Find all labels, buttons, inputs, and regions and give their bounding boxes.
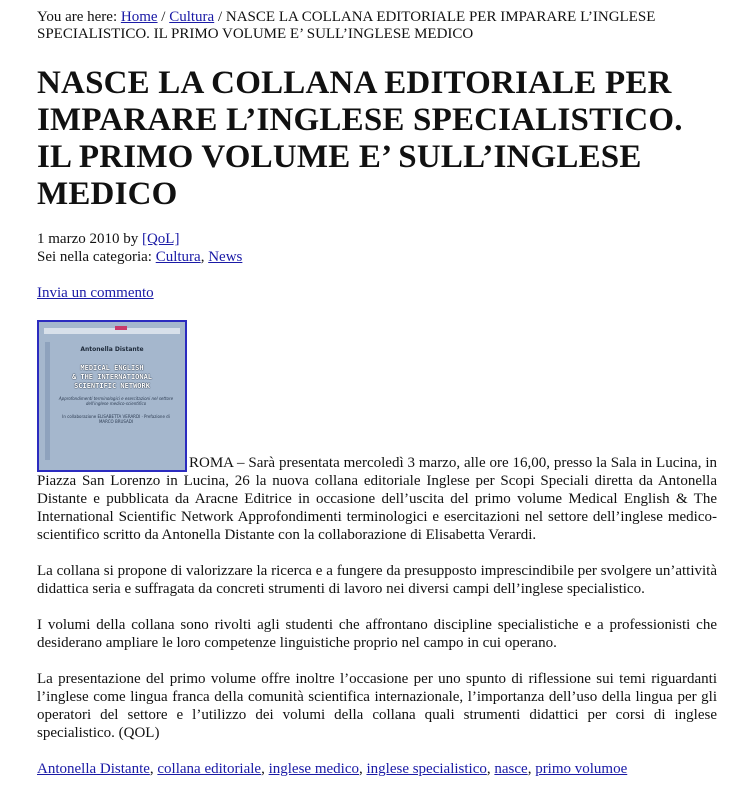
breadcrumb-separator: / (157, 9, 170, 25)
author-link[interactable]: [QoL] (141, 231, 180, 247)
category-link-cultura[interactable]: Cultura (155, 249, 201, 265)
breadcrumb-separator: / (214, 9, 226, 25)
tag-link[interactable]: Antonella Distante (37, 761, 150, 777)
tag-link[interactable]: primo volumoe (535, 761, 628, 777)
send-comment-link[interactable]: Invia un commento (37, 285, 154, 301)
category-prefix: Sei nella categoria: (37, 249, 156, 265)
tag-link[interactable]: nasce (494, 761, 528, 777)
article-paragraph: ROMA – Sarà presentata mercoledì 3 marzo, alle ore 16,00, presso la Sala in Lucina, in Piazza San Lorenzo in Lucina, 26 la nuova collana editoriale Inglese per Scopi Speciali diretta da Antonella Distante e pubblicata da Aracne Editrice in occasione dell’uscita del primo volume Medical English & The International Scientific Network Approfondimenti terminologici e esercitazioni nel settore dell’inglese medico-scientifico scritto da Antonella Distante con la collaborazione di Elisabetta Verardi. (37, 455, 717, 543)
tag-separator: , (527, 761, 536, 777)
post-by: by (119, 231, 142, 247)
cover-subtitle: Approfondimenti terminologici e esercitazioni nel settore dell'inglese medico-scientifico (58, 396, 174, 406)
article-container (37, 9, 717, 778)
cover-title-line: & THE INTERNATIONAL (71, 373, 153, 381)
post-meta (37, 230, 717, 266)
category-line (37, 248, 717, 266)
category-separator: , (200, 249, 209, 265)
cover-publisher-mark (115, 326, 127, 330)
comment-section (37, 284, 717, 302)
tag-separator: , (486, 761, 495, 777)
cover-title-line: SCIENTIFIC NETWORK (74, 382, 150, 390)
tag-link[interactable]: inglese specialistico (366, 761, 487, 777)
breadcrumb-prefix: You are here: (37, 9, 121, 25)
breadcrumb-current: NASCE LA COLLANA EDITORIALE PER IMPARARE L’INGLESE SPECIALISTICO. IL PRIMO VOLUME E’ SULL’INGLESE MEDICO (37, 9, 656, 42)
tag-link[interactable]: inglese medico (268, 761, 359, 777)
page-title: NASCE LA COLLANA EDITORIALE PER IMPARARE L’INGLESE SPECIALISTICO. IL PRIMO VOLUME E’ SULL’INGLESE MEDICO (37, 65, 683, 212)
cover-credits: In collaborazione ELISABETTA VERARDI · Prefazione di MARCO BRUSADI (62, 414, 170, 424)
article-paragraph: La collana si propone di valorizzare la ricerca e a fungere da presupposto imprescindibile per svolgere un’attività didattica seria e suffragata da concreti strumenti di lavoro nei diversi campi dell’inglese specialistico. (37, 563, 717, 597)
breadcrumb-home-link[interactable]: Home (120, 9, 158, 25)
cover-top-band (44, 328, 180, 334)
first-paragraph-block (37, 320, 717, 562)
tag-separator: , (358, 761, 367, 777)
category-link-news[interactable]: News (208, 249, 243, 265)
post-date-line (37, 230, 717, 248)
breadcrumb (37, 9, 717, 43)
article-paragraph: I volumi della collana sono rivolti agli studenti che affrontano discipline specialistiche e a professionisti che desiderano ampliare le loro competenze linguistiche proprio nel campo in cui operano. (37, 617, 717, 651)
cover-title (47, 364, 177, 391)
breadcrumb-category-link[interactable]: Cultura (169, 9, 215, 25)
post-date: 1 marzo 2010 (37, 231, 120, 247)
article-paragraph: La presentazione del primo volume offre inoltre l’occasione per uno spunto di riflessione sui temi riguardanti l’inglese come lingua franca della comunità scientifica internazionale, l’importanza dell’uso della lingua per gli operatori del settore e l’utilizzo dei volumi della collana quali strumenti didattici per corsi di inglese specialistico. (QOL) (37, 671, 717, 741)
cover-spine (45, 342, 50, 460)
tag-link[interactable]: collana editoriale (157, 761, 262, 777)
tag-separator: , (149, 761, 158, 777)
tag-list (37, 760, 717, 778)
cover-author: Antonella Distante (80, 346, 144, 353)
cover-title-line: MEDICAL ENGLISH (80, 364, 144, 372)
tag-separator: , (261, 761, 269, 777)
book-cover-image[interactable] (37, 320, 187, 472)
article-body (37, 320, 717, 742)
